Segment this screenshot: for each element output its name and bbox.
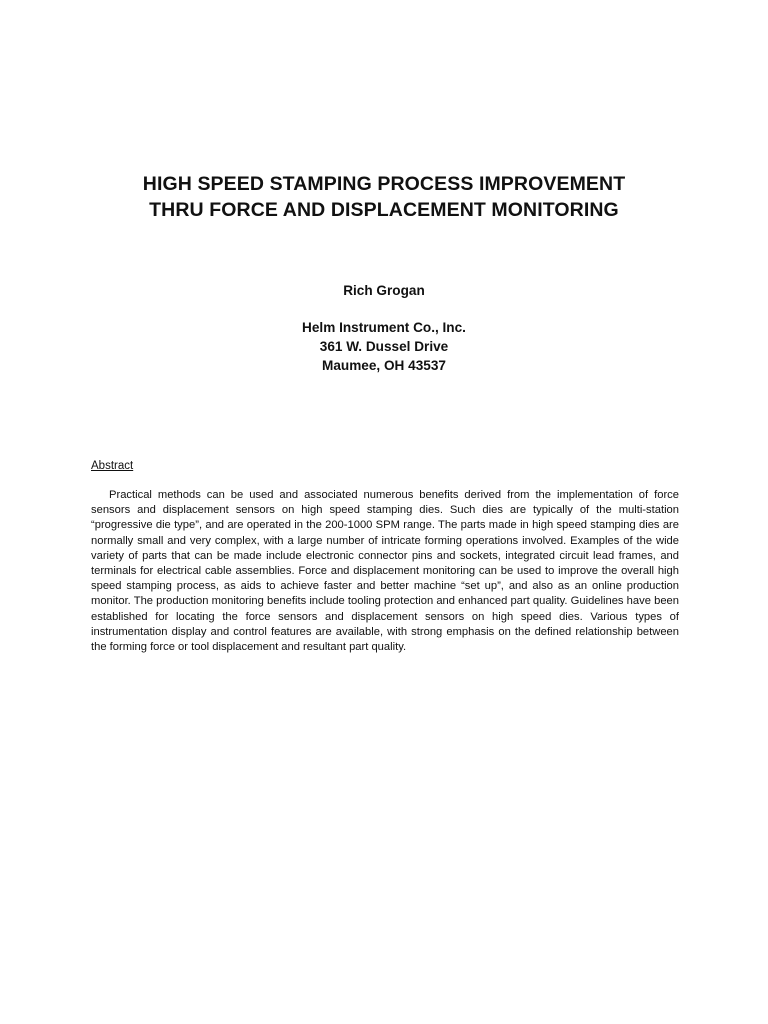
author-name: Rich Grogan [343,283,425,298]
affiliation-organization: Helm Instrument Co., Inc. [302,320,466,335]
abstract-body: Practical methods can be used and associated numerous benefits derived from the implementation of force sensors and displacement sensors on high speed stamping dies. Such dies are typically of the multi-station “progressive die type”, and are operated in the 200-1000 SPM range. The parts made in high speed stamping dies are normally small and very complex, with a large number of intricate forming operations involved. Examples of the wide variety of parts that can be made include electronic connector pins and sockets, integrated circuit lead frames, and terminals for electrical cable assemblies. Force and displacement monitoring can be used to improve the overall high speed stamping process, as aids to achieve faster and better machine “set up”, and also as an online production monitor. The production monitoring benefits include tooling protection and enhanced part quality. Guidelines have been established for locating the force sensors and displacement sensors on high speed dies. Various types of instrumentation display and control features are available, with strong emphasis on the defined relationship between the forming force or tool displacement and resultant part quality. [91,489,679,654]
paper-title-line-1: HIGH SPEED STAMPING PROCESS IMPROVEMENT [142,173,626,195]
affiliation-city: Maumee, OH 43537 [322,358,446,373]
abstract-heading: Abstract [91,460,134,472]
paper-title [0,171,768,223]
paper-title-line-2: THRU FORCE AND DISPLACEMENT MONITORING [149,199,619,221]
affiliation-street: 361 W. Dussel Drive [319,339,449,354]
author-affiliation [0,318,768,375]
